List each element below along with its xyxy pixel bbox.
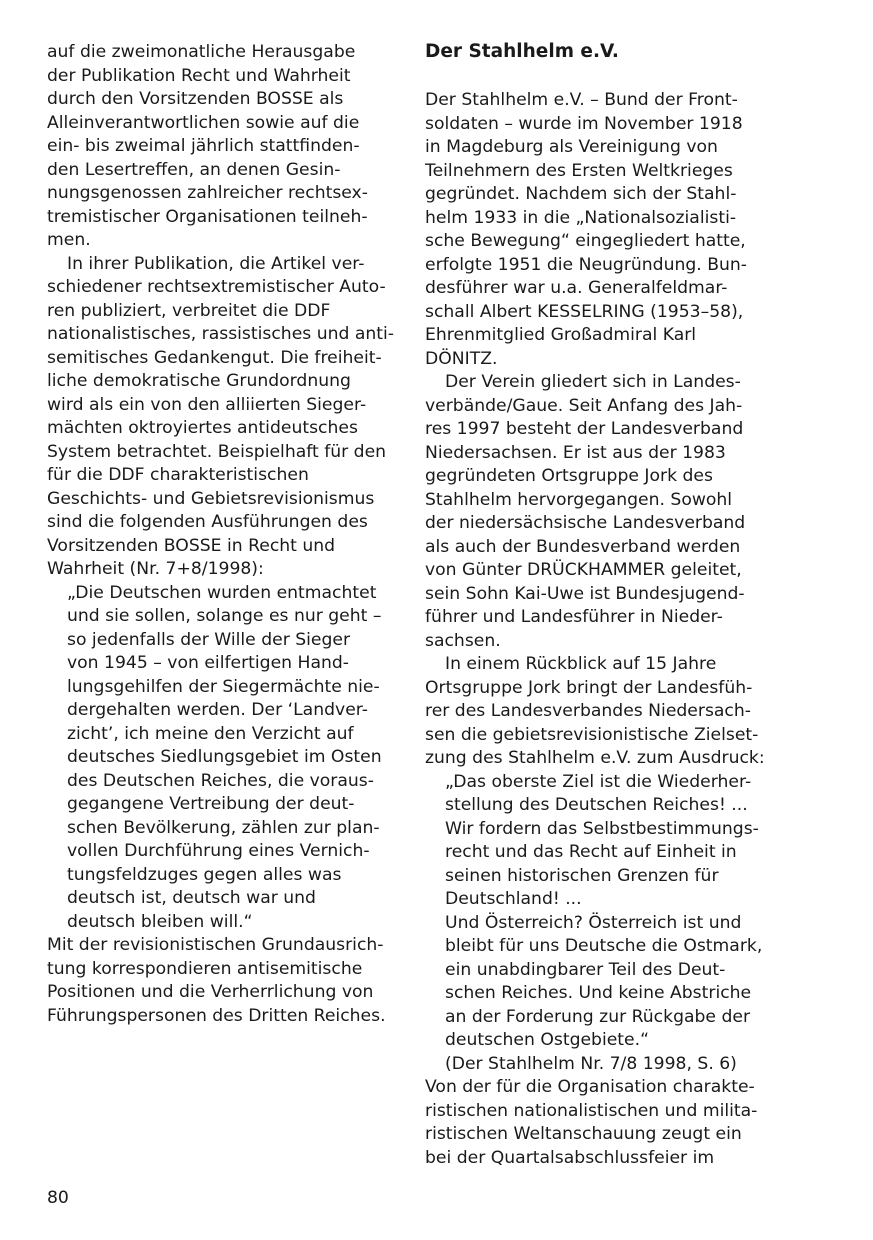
text-line: deutschen Ostgebiete.“: [445, 1030, 649, 1050]
text-line: (Der Stahlhelm Nr. 7/8 1998, S. 6): [445, 1053, 737, 1074]
text-line: zicht’, ich meine den Verzicht auf: [67, 723, 354, 744]
text-line: men.: [47, 230, 91, 250]
text-line: zung des Stahlhelm e.V. zum Ausdruck:: [425, 748, 765, 768]
text-line: ristischen Weltanschauung zeugt ein: [425, 1124, 742, 1144]
text-line: desführer war u.a. Generalfeldmar-: [425, 278, 728, 298]
text-line: recht und das Recht auf Einheit in: [445, 842, 737, 862]
text-line: deutsch bleiben will.“: [67, 911, 253, 932]
text-line: deutsch ist, deutsch war und: [67, 888, 316, 908]
text-line: Der Verein gliedert sich in Landes-: [445, 372, 741, 392]
text-line: Vorsitzenden BOSSE in Recht und: [47, 535, 336, 556]
text-line: von 1945 – von eilfertigen Hand-: [67, 653, 349, 673]
text-line: liche demokratische Grundordnung: [47, 371, 351, 391]
text-line: Mit der revisionistischen Grundausrich-: [47, 935, 384, 955]
text-line: „Das oberste Ziel ist die Wiederher-: [445, 771, 752, 792]
text-line: Geschichts- und Gebietsrevisionismus: [47, 488, 375, 509]
section-heading: Der Stahlhelm e.V.: [425, 41, 619, 62]
text-line: Und Österreich? Österreich ist und: [445, 912, 742, 933]
text-line: In einem Rückblick auf 15 Jahre: [445, 654, 717, 674]
text-line: in Magdeburg als Vereinigung von: [425, 137, 718, 157]
text-line: Wir fordern das Selbstbestimmungs-: [445, 818, 759, 839]
text-line: semitisches Gedankengut. Die freiheit-: [47, 347, 382, 368]
text-line: sein Sohn Kai-Uwe ist Bundesjugend-: [425, 583, 745, 604]
text-line: „Die Deutschen wurden entmachtet: [67, 582, 377, 603]
text-line: schen Bevölkerung, zählen zur plan-: [67, 817, 380, 838]
text-line: Ortsgruppe Jork bringt der Landesfüh-: [425, 677, 753, 698]
text-line: gegründet. Nachdem sich der Stahl-: [425, 184, 737, 204]
text-line: des Deutschen Reiches, die voraus-: [67, 770, 374, 791]
text-line: helm 1933 in die „Nationalsozialisti-: [425, 207, 737, 228]
text-line: Wahrheit (Nr. 7+8/1998):: [47, 559, 264, 579]
text-line: ein- bis zweimal jährlich stattfinden-: [47, 136, 360, 156]
text-line: Alleinverantwortlichen sowie auf die: [47, 112, 360, 133]
text-line: sche Bewegung“ eingegliedert hatte,: [425, 231, 746, 251]
text-line: nationalistisches, rassistisches und anti-: [47, 324, 394, 344]
text-line: an der Forderung zur Rückgabe der: [445, 1006, 751, 1027]
text-line: ein unabdingbarer Teil des Deut-: [445, 959, 726, 980]
text-line: Deutschland! ...: [445, 889, 582, 909]
text-line: stellung des Deutschen Reiches! ...: [445, 795, 748, 815]
text-line: vollen Durchführung eines Vernich-: [67, 841, 370, 861]
text-line: sen die gebietsrevisionistische Zielset-: [425, 724, 759, 745]
text-line: lungsgehilfen der Siegermächte nie-: [67, 676, 380, 697]
text-line: wird als ein von den alliierten Sieger-: [47, 394, 367, 415]
text-line: DÖNITZ.: [425, 348, 498, 369]
text-line: Der Stahlhelm e.V. – Bund der Front-: [425, 90, 738, 110]
text-line: sind die folgenden Ausführungen des: [47, 512, 368, 532]
text-line: In ihrer Publikation, die Artikel ver-: [67, 253, 365, 274]
text-line: System betrachtet. Beispielhaft für den: [47, 441, 387, 462]
text-line: für die DDF charakteristischen: [47, 465, 309, 485]
text-line: bleibt für uns Deutsche die Ostmark,: [445, 936, 763, 956]
page-number: 80: [47, 1188, 69, 1208]
text-line: sachsen.: [425, 630, 501, 651]
text-line: als auch der Bundesverband werden: [425, 536, 741, 557]
text-line: gegangene Vertreibung der deut-: [67, 794, 355, 814]
text-line: schall Albert KESSELRING (1953–58),: [425, 301, 744, 322]
text-line: führer und Landesführer in Nieder-: [425, 607, 723, 627]
text-line: schiedener rechtsextremistischer Auto-: [47, 277, 386, 297]
text-line: rer des Landesverbandes Niedersach-: [425, 701, 751, 721]
text-line: dergehalten werden. Der ‘Landver-: [67, 700, 368, 720]
text-line: den Lesertreffen, an denen Gesin-: [47, 159, 341, 180]
text-line: ristischen nationalistischen und milita-: [425, 1100, 758, 1121]
text-line: Führungspersonen des Dritten Reiches.: [47, 1005, 386, 1026]
text-line: seinen historischen Grenzen für: [445, 865, 719, 886]
text-line: gegründeten Ortsgruppe Jork des: [425, 466, 713, 486]
text-line: Von der für die Organisation charakte-: [425, 1077, 755, 1097]
text-line: Positionen und die Verherrlichung von: [47, 982, 374, 1002]
text-line: verbände/Gaue. Seit Anfang des Jah-: [425, 395, 743, 416]
text-line: ren publiziert, verbreitet die DDF: [47, 300, 331, 321]
text-line: mächten oktroyiertes antideutsches: [47, 418, 358, 438]
text-line: tungsfeldzuges gegen alles was: [67, 864, 342, 885]
text-line: und sie sollen, solange es nur geht –: [67, 606, 382, 626]
text-line: der Publikation Recht und Wahrheit: [47, 65, 351, 86]
text-line: nungsgenossen zahlreicher rechtsex-: [47, 183, 368, 203]
text-line: soldaten – wurde im November 1918: [425, 113, 743, 134]
text-line: von Günter DRÜCKHAMMER geleitet,: [425, 560, 742, 580]
text-line: Ehrenmitglied Großadmiral Karl: [425, 325, 697, 345]
text-line: res 1997 besteht der Landesverband: [425, 419, 744, 439]
text-line: Stahlhelm hervorgegangen. Sowohl: [425, 489, 733, 510]
text-line: der niedersächsische Landesverband: [425, 513, 746, 533]
text-line: durch den Vorsitzenden BOSSE als: [47, 89, 344, 109]
text-line: deutsches Siedlungsgebiet im Osten: [67, 747, 382, 767]
text-line: so jedenfalls der Wille der Sieger: [67, 629, 351, 650]
text-line: Niedersachsen. Er ist aus der 1983: [425, 442, 726, 463]
text-line: auf die zweimonatliche Herausgabe: [47, 42, 356, 62]
text-line: erfolgte 1951 die Neugründung. Bun-: [425, 254, 747, 275]
text-line: bei der Quartalsabschlussfeier im: [425, 1147, 715, 1168]
text-line: schen Reiches. Und keine Abstriche: [445, 983, 752, 1003]
text-line: tung korrespondieren antisemitische: [47, 958, 363, 979]
text-line: Teilnehmern des Ersten Weltkrieges: [425, 160, 733, 181]
text-line: tremistischer Organisationen teilneh-: [47, 206, 368, 227]
